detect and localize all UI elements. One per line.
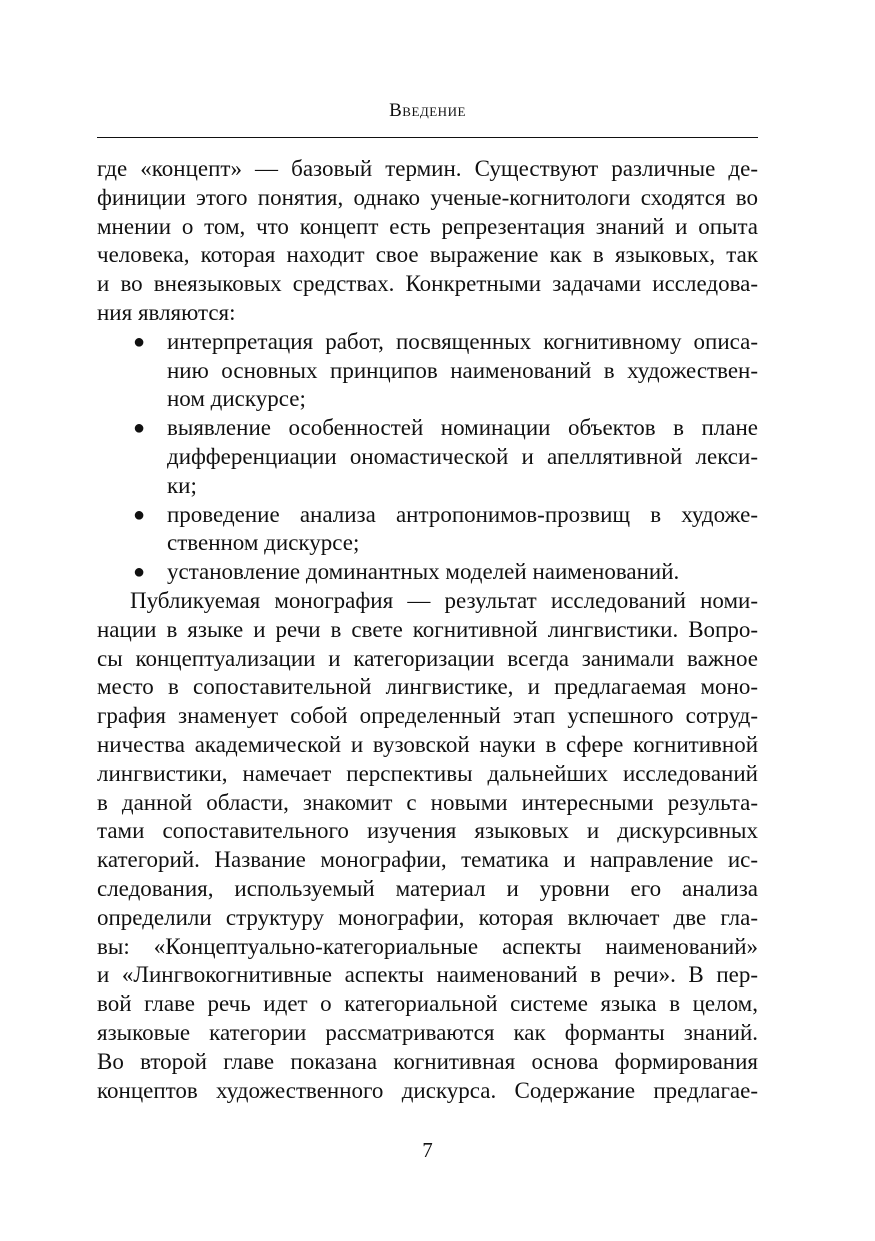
text-line: ственном дискурсе;	[167, 530, 360, 556]
text-line: ки;	[167, 472, 197, 498]
running-header: Введение	[389, 100, 466, 121]
text-line: сы концептуализации и категоризации всегда занимали важное	[97, 645, 758, 671]
text-line: определили структуру монографии, которая включает две гла-	[97, 904, 758, 930]
text-line: Публикуемая монография — результат исследований номи-	[130, 587, 758, 613]
text-line: вой главе речь идет о категориальной системе языка в целом,	[97, 991, 758, 1017]
bullet-icon: ●	[133, 503, 146, 526]
text-line: нию основных принципов наименований в художествен-	[167, 357, 758, 383]
main-paragraph	[97, 587, 758, 1105]
page-number: 7	[422, 1138, 433, 1162]
text-line: проведение анализа антропонимов-прозвищ в художе-	[167, 501, 758, 527]
text-line: выявление особенностей номинации объектов в плане	[167, 415, 758, 441]
list-item	[97, 328, 758, 414]
text-line: где «концепт» — базовый термин. Существуют различные де-	[97, 156, 758, 181]
list-item	[97, 414, 758, 500]
text-line: дифференциации ономастической и апеллятивной лекси-	[167, 443, 758, 469]
text-line: человека, которая находит свое выражение как в языковых, так	[97, 242, 758, 268]
bullet-icon: ●	[133, 561, 146, 584]
task-list	[97, 328, 758, 587]
header-rule	[97, 137, 758, 138]
text-line: концептов художественного дискурса. Содержание предлагае-	[97, 1077, 758, 1103]
text-line: интерпретация работ, посвященных когнитивному описа-	[167, 328, 758, 354]
text-line: нации в языке и речи в свете когнитивной лингвистики. Вопро-	[97, 616, 758, 642]
list-item	[97, 558, 758, 587]
text-line: тами сопоставительного изучения языковых и дискурсивных	[97, 818, 758, 844]
list-item	[97, 501, 758, 559]
text-line: в данной области, знакомит с новыми интересными результа-	[97, 789, 758, 815]
text-line: установление доминантных моделей наименований.	[167, 559, 680, 585]
text-line: и во внеязыковых средствах. Конкретными задачами исследова-	[97, 271, 758, 297]
text-line: следования, используемый материал и уровни его анализа	[97, 875, 758, 901]
text-line: и «Лингвокогнитивные аспекты наименований в речи». В пер-	[97, 962, 758, 988]
bullet-icon: ●	[133, 330, 146, 353]
text-line: ном дискурсе;	[167, 386, 306, 412]
text-line: мнении о том, что концепт есть репрезентация знаний и опыта	[97, 213, 758, 239]
text-line: вы: «Концептуально-категориальные аспекты наименований»	[97, 933, 758, 959]
text-line: языковые категории рассматриваются как форманты знаний.	[97, 1019, 758, 1045]
text-line: финиции этого понятия, однако ученые-когнитологи сходятся во	[97, 184, 758, 210]
text-line: лингвистики, намечает перспективы дальнейших исследований	[97, 760, 758, 786]
text-line: ничества академической и вузовской науки в сфере когнитивной	[97, 731, 758, 757]
text-line: категорий. Название монографии, тематика и направление ис-	[97, 847, 758, 873]
text-line: графия знаменует собой определенный этап успешного сотруд-	[97, 703, 758, 729]
text-line: Во второй главе показана когнитивная основа формирования	[97, 1048, 758, 1074]
text-line: ния являются:	[97, 299, 236, 325]
intro-paragraph	[97, 155, 758, 328]
text-line: место в сопоставительной лингвистике, и предлагаемая моно-	[97, 674, 758, 700]
bullet-icon: ●	[133, 417, 146, 440]
page-body	[97, 155, 758, 1105]
